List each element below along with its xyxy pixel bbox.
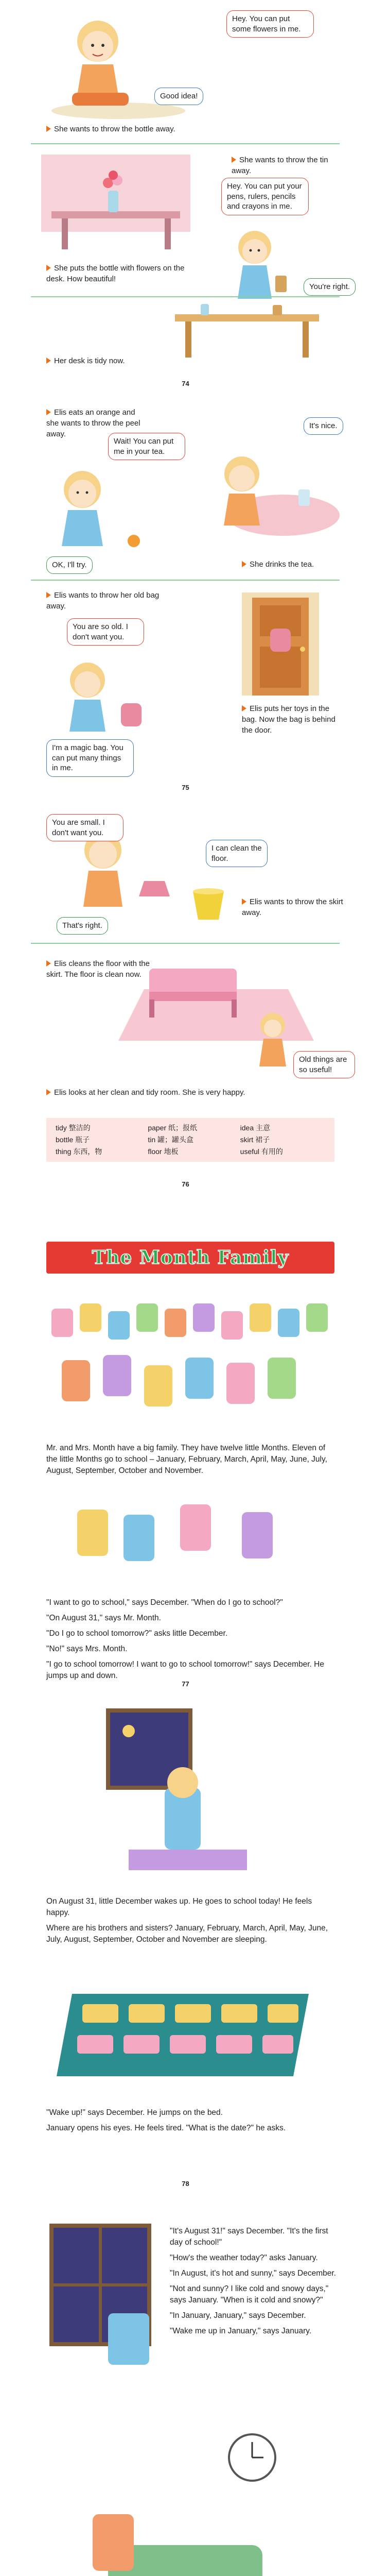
parents-sleeping-illustration — [72, 2427, 309, 2576]
story-text: "I want to go to school," says December. "When do I go to school?" "On August 31," says Mr. Month. "Do I go to school tomorrow?" asks little December. "No!" says Mrs. Month. "I go to school tomorrow! I want to go to school tomorrow!" says December. He jumps up and down. — [46, 1598, 324, 1680]
speech-bubble-magic-bag: I'm a magic bag. You can put many things in me. — [46, 739, 134, 777]
page-77 — [0, 1226, 371, 1690]
bucket-illustration — [190, 886, 226, 922]
vocab-word: paper 纸；报纸 — [148, 1124, 198, 1132]
vocab-word: tin 罐；罐头盒 — [148, 1135, 194, 1144]
december-jumping-illustration — [46, 1494, 334, 1587]
speech-bubble-youre-right: You're right. — [304, 278, 356, 296]
story-title-banner — [46, 1242, 334, 1274]
page-number: 74 — [182, 380, 189, 387]
girl-bag-illustration — [51, 654, 154, 737]
clean-room-illustration — [118, 948, 314, 1072]
caption: Elis wants to throw the skirt away. — [242, 897, 343, 917]
speech-bubble-tin: Hey. You can put your pens, rulers, pencils and crayons in me. — [221, 178, 309, 215]
december-waking-illustration — [98, 1705, 273, 1880]
story-title: The Month Family — [92, 1246, 289, 1268]
page-79 — [0, 2210, 371, 2576]
caption: She wants to throw the tin away. — [232, 156, 328, 175]
speech-bubble-nice: It's nice. — [304, 417, 343, 435]
girl-drinking-tea-illustration — [206, 443, 340, 546]
caption: She wants to throw the bottle away. — [46, 124, 201, 134]
story-text-right: "It's August 31!" says December. "It's the first day of school!" "How's the weather today?" asks January. "In August, it's hot and sunny," says December. "Not and sunny? I like cold and snowy days," says January. "When is it cold and snowy?" "In January, January," says December. "Wake me up in January," says January. — [170, 2227, 336, 2335]
window-december-illustration — [46, 2221, 160, 2370]
page-75 — [0, 407, 371, 799]
page-number: 76 — [182, 1180, 189, 1188]
caption: Elis wants to throw her old bag away. — [46, 591, 160, 611]
speech-bubble-clean: I can clean the floor. — [206, 840, 268, 867]
month-family-illustration — [46, 1288, 334, 1432]
speech-bubble-ok: OK, I'll try. — [46, 556, 93, 574]
vocab-word: skirt 裙子 — [240, 1135, 270, 1144]
vocab-word: bottle 瓶子 — [56, 1135, 90, 1144]
tidy-desk-illustration — [170, 304, 324, 361]
page-number: 78 — [182, 2180, 189, 2188]
girl-bottle-illustration — [41, 5, 196, 124]
vocab-word: idea 主意 — [240, 1124, 271, 1132]
desk-flowers-illustration — [41, 155, 190, 258]
page-78 — [0, 1700, 371, 2195]
speech-bubble-wait: Wait! You can put me in your tea. — [108, 433, 185, 460]
page-number: 75 — [182, 784, 189, 791]
door-bag-illustration — [242, 592, 319, 696]
caption: She puts the bottle with flowers on the desk. How beautiful! — [46, 264, 185, 283]
page-76 — [0, 809, 371, 1211]
speech-bubble-small: You are small. I don't want you. — [46, 814, 123, 841]
girl-orange-illustration — [46, 464, 149, 551]
caption: Elis looks at her clean and tidy room. She is very happy. — [46, 1087, 314, 1098]
vocab-word: useful 有用的 — [240, 1147, 283, 1156]
vocabulary-box — [46, 1118, 334, 1162]
speech-bubble-good-idea: Good idea! — [154, 88, 203, 105]
vocab-word: thing 东西，物 — [56, 1147, 102, 1156]
story-text: "Wake up!" says December. He jumps on the bed. January opens his eyes. He feels tired. "What is the date?" he asks. — [46, 2108, 286, 2132]
story-intro: Mr. and Mrs. Month have a big family. They have twelve little Months. Eleven of the little Months go to school – January, February, March, April, May, June, July, August, September, October and November. — [46, 1444, 327, 1475]
caption: She drinks the tea. — [242, 559, 345, 570]
caption: Elis cleans the floor with the skirt. The floor is clean now. — [46, 959, 150, 979]
story-text: On August 31, little December wakes up. He goes to school today! He feels happy. Where are his brothers and sisters? January, February, March, April, May, June, July, August, September, October and November are sleeping. — [46, 1897, 328, 1944]
page-74 — [0, 0, 371, 392]
caption: Elis eats an orange and she wants to throw the peel away. — [46, 408, 140, 438]
caption: Her desk is tidy now. — [46, 355, 175, 366]
vocab-word: tidy 整洁的 — [56, 1124, 91, 1132]
speech-bubble-thats-right: That's right. — [57, 917, 108, 935]
speech-bubble-old: You are so old. I don't want you. — [67, 618, 144, 646]
speech-bubble-old-things: Old things are so useful! — [293, 1051, 355, 1078]
sleeping-months-illustration — [51, 1963, 319, 2092]
speech-bubble-bottle: Hey. You can put some flowers in me. — [226, 10, 314, 38]
vocab-word: floor 地板 — [148, 1147, 179, 1156]
page-number: 77 — [182, 1680, 189, 1688]
caption: Elis puts her toys in the bag. Now the bag is behind the door. — [242, 704, 335, 735]
